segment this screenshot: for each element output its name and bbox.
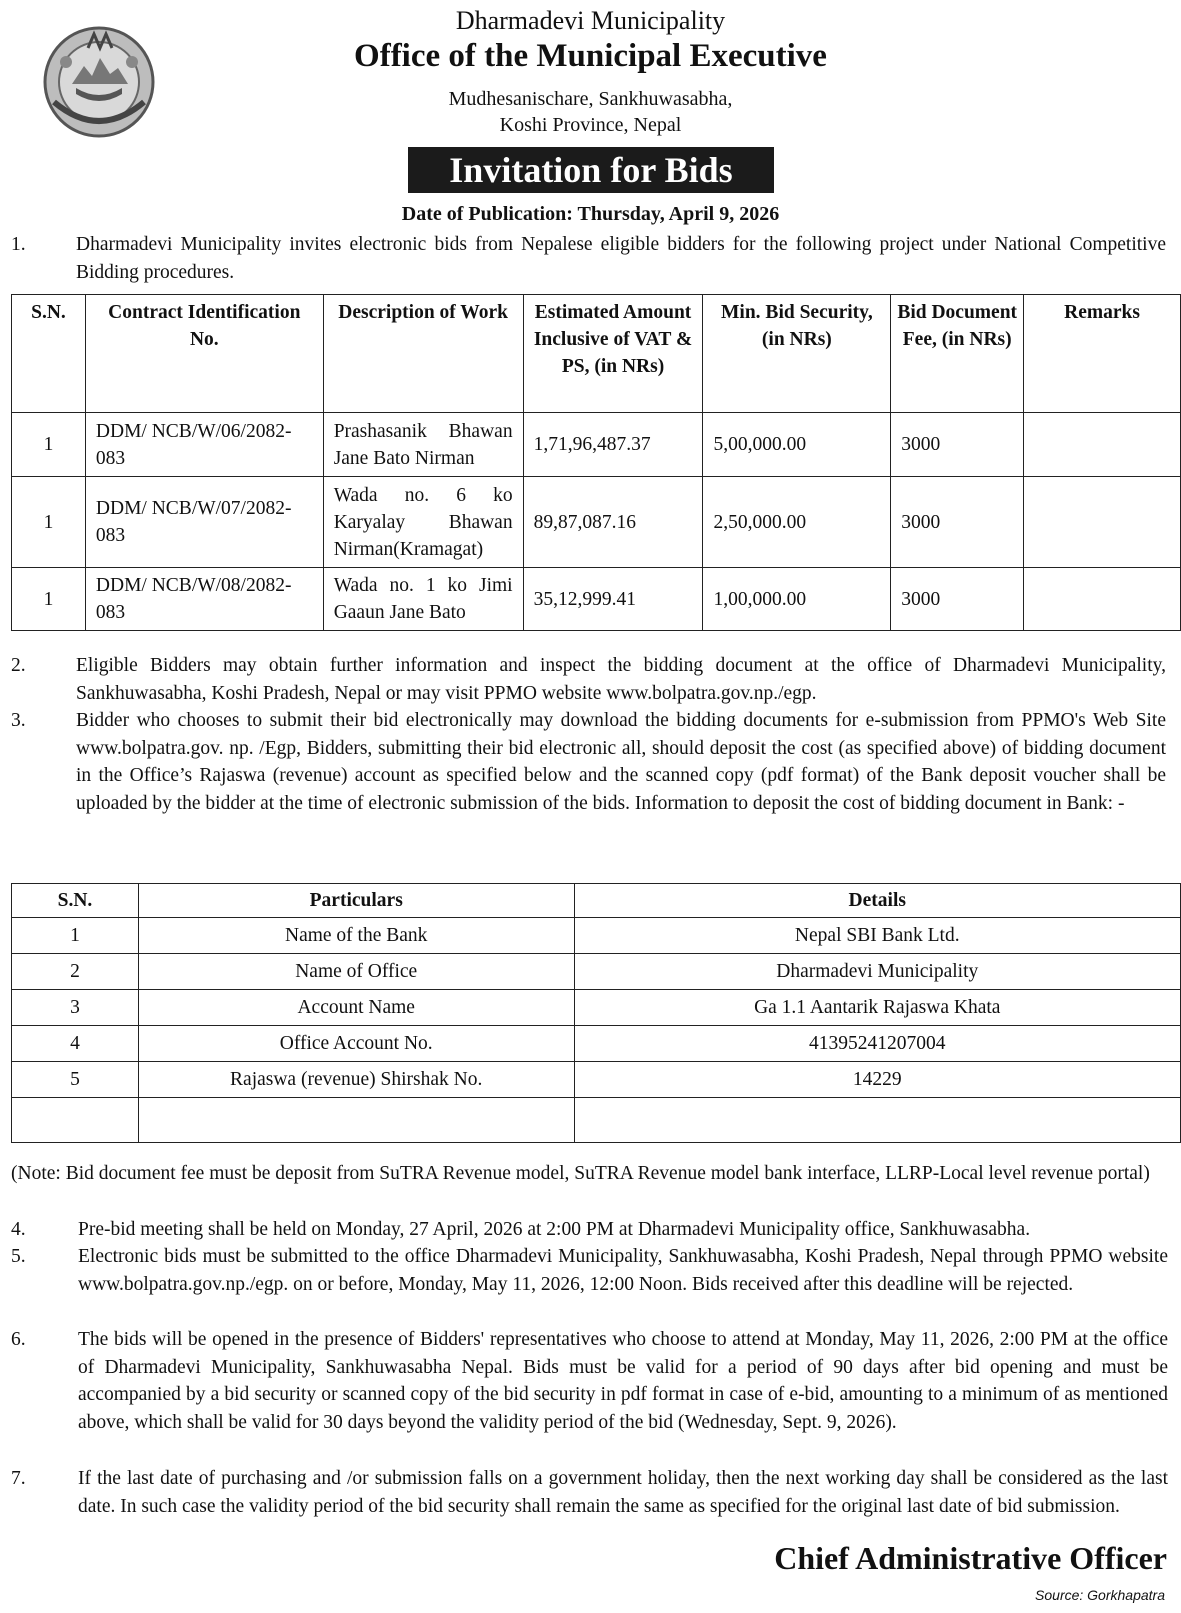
cell-detail: Ga 1.1 Aantarik Rajaswa Khata (574, 990, 1180, 1026)
cell-remarks (1024, 568, 1181, 631)
address-line-2: Koshi Province, Nepal (499, 114, 682, 136)
table-row (12, 477, 1181, 568)
col-header-details: Details (574, 884, 1180, 918)
cell-particular: Name of the Bank (138, 918, 574, 954)
cell-detail: 41395241207004 (574, 1026, 1180, 1062)
para-4-number: 4. (11, 1219, 26, 1240)
col-header-remarks: Remarks (1024, 295, 1181, 413)
cell-detail: Dharmadevi Municipality (574, 954, 1180, 990)
cell-description: Wada no. 6 ko Karyalay Bhawan Nirman(Kramagat) (323, 477, 523, 568)
cell-sn: 1 (12, 413, 86, 477)
cell-description: Wada no. 1 ko Jimi Gaaun Jane Bato (323, 568, 523, 631)
bank-table-header-row (12, 884, 1181, 918)
cell-contract-id: DDM/ NCB/W/07/2082-083 (85, 477, 323, 568)
col-header-estimated-amount: Estimated Amount Inclusive of VAT & PS, (in NRs) (523, 295, 703, 413)
para-2-text: Eligible Bidders may obtain further information and inspect the bidding document at the office of Dharmadevi Municipality, Sankhuwasabha, Koshi Pradesh, Nepal or may visit PPMO website www.bolpatra.gov.np./egp. (76, 655, 1166, 704)
col-header-particulars: Particulars (138, 884, 574, 918)
blank-cell (12, 1098, 139, 1143)
cell-fee: 3000 (891, 568, 1024, 631)
cell-detail: Nepal SBI Bank Ltd. (574, 918, 1180, 954)
table-row (12, 1062, 1181, 1098)
cell-detail: 14229 (574, 1062, 1180, 1098)
table-row (12, 1026, 1181, 1062)
col-header-sn: S.N. (12, 884, 139, 918)
cell-sn: 4 (12, 1026, 139, 1062)
col-header-contract-id: Contract Identification No. (85, 295, 323, 413)
bank-details-table (11, 883, 1181, 1143)
cell-sn: 1 (12, 568, 86, 631)
cell-amount: 1,71,96,487.37 (523, 413, 703, 477)
cell-sn: 3 (12, 990, 139, 1026)
table-row (12, 954, 1181, 990)
cell-particular: Office Account No. (138, 1026, 574, 1062)
cell-sn: 2 (12, 954, 139, 990)
para-2-number: 2. (11, 655, 26, 676)
para-5-text: Electronic bids must be submitted to the office Dharmadevi Municipality, Sankhuwasabha, Koshi Pradesh, Nepal through PPMO website www.bolpatra.gov.np./egp. on or before, Monday, May 11, 2026, 12:00 Noon. Bids received after this deadline will be rejected. (78, 1246, 1168, 1295)
cell-contract-id: DDM/ NCB/W/06/2082-083 (85, 413, 323, 477)
cell-security: 2,50,000.00 (703, 477, 891, 568)
cell-fee: 3000 (891, 413, 1024, 477)
fee-deposit-note: (Note: Bid document fee must be deposit from SuTRA Revenue model, SuTRA Revenue model bank interface, LLRP-Local level revenue portal) (11, 1163, 1150, 1184)
cell-particular: Rajaswa (revenue) Shirshak No. (138, 1062, 574, 1098)
municipality-name: Dharmadevi Municipality (455, 6, 726, 35)
para-7-text: If the last date of purchasing and /or submission falls on a government holiday, then the next working day shall be considered as the last date. In such case the validity period of the bid security shall remain the same as specified for the original last date of bid submission. (78, 1468, 1168, 1517)
cell-sn: 5 (12, 1062, 139, 1098)
col-header-bid-security: Min. Bid Security, (in NRs) (703, 295, 891, 413)
blank-cell (138, 1098, 574, 1143)
col-header-sn: S.N. (12, 295, 86, 413)
para-4-text: Pre-bid meeting shall be held on Monday, 27 April, 2026 at 2:00 PM at Dharmadevi Municipality office, Sankhuwasabha. (78, 1219, 1031, 1240)
cell-particular: Name of Office (138, 954, 574, 990)
para-6-text: The bids will be opened in the presence of Bidders' representatives who choose to attend at Monday, May 11, 2026, 2:00 PM at the office of Dharmadevi Municipality, Sankhuwasabha Nepal. Bids must be valid for a period of 90 days after bid opening and must be accompanied by a bid security or scanned copy of the bid security in pdf format in case of e-bid, amounting to a minimum of as mentioned above, which shall be valid for 30 days beyond the validity period of the bid (Wednesday, Sept. 9, 2026). (78, 1329, 1168, 1433)
cell-remarks (1024, 477, 1181, 568)
table-row (12, 568, 1181, 631)
cell-amount: 35,12,999.41 (523, 568, 703, 631)
publication-date: Date of Publication: Thursday, April 9, 2026 (401, 203, 780, 225)
bid-table-header-row (12, 295, 1181, 413)
cell-particular: Account Name (138, 990, 574, 1026)
col-header-description: Description of Work (323, 295, 523, 413)
cell-contract-id: DDM/ NCB/W/08/2082-083 (85, 568, 323, 631)
signatory-title: Chief Administrative Officer (774, 1540, 1167, 1576)
table-row (12, 918, 1181, 954)
para-5-number: 5. (11, 1246, 26, 1267)
cell-sn: 1 (12, 477, 86, 568)
cell-security: 5,00,000.00 (703, 413, 891, 477)
cell-amount: 89,87,087.16 (523, 477, 703, 568)
notice-title-banner: Invitation for Bids (408, 147, 774, 193)
para-7-number: 7. (11, 1468, 26, 1489)
cell-fee: 3000 (891, 477, 1024, 568)
cell-sn: 1 (12, 918, 139, 954)
blank-cell (574, 1098, 1180, 1143)
para-3-number: 3. (11, 710, 26, 731)
para-1-number: 1. (11, 234, 26, 255)
source-credit: Source: Gorkhapatra (1035, 1587, 1165, 1603)
blank-row (12, 1098, 1181, 1143)
address-line-1: Mudhesanischare, Sankhuwasabha, (448, 88, 733, 110)
table-row (12, 413, 1181, 477)
table-row (12, 990, 1181, 1026)
col-header-document-fee: Bid Document Fee, (in NRs) (891, 295, 1024, 413)
para-1-text: Dharmadevi Municipality invites electronic bids from Nepalese eligible bidders for the following project under National Competitive Bidding procedures. (76, 234, 1166, 283)
para-6-number: 6. (11, 1329, 26, 1350)
cell-remarks (1024, 413, 1181, 477)
office-title: Office of the Municipal Executive (354, 38, 827, 74)
cell-security: 1,00,000.00 (703, 568, 891, 631)
para-3-text: Bidder who chooses to submit their bid electronically may download the bidding documents for e-submission from PPMO's Web Site www.bolpatra.gov. np. /Egp, Bidders, submitting their bid electronic all, should deposit the cost (as specified above) of bidding document in the Office’s Rajaswa (revenue) account as specified below and the scanned copy (pdf format) of the Bank deposit voucher shall be uploaded by the bidder at the time of electronic submission of the bids. Information to deposit the cost of bidding document in Bank: - (76, 710, 1166, 814)
cell-description: Prashasanik Bhawan Jane Bato Nirman (323, 413, 523, 477)
bid-table (11, 294, 1181, 631)
